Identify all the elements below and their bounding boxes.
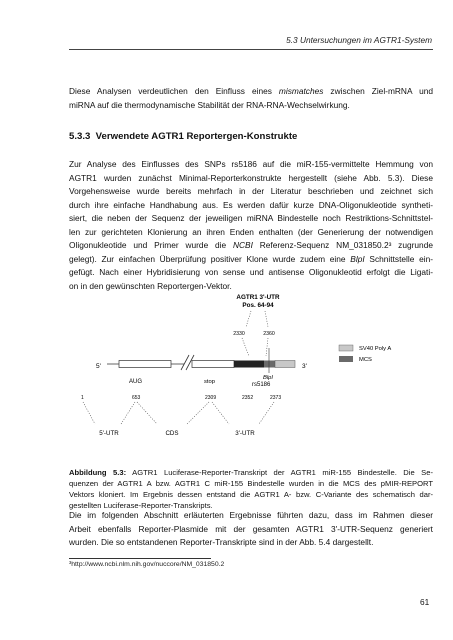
mcs-box	[264, 361, 275, 368]
region-bracket	[121, 402, 135, 424]
paragraph-methods-line: Vorgehensweise wurde bereits mehrfach in der Literatur beschrieben und zeichnet sich	[69, 186, 433, 197]
page-number: 61	[420, 597, 430, 607]
section-number: 5.3.3	[69, 131, 91, 142]
caption-line: gestellten Luciferase-Reporter-Transkripts.	[69, 500, 213, 510]
stop-label: stop	[204, 379, 215, 385]
sv40-polya-box	[275, 361, 295, 368]
paragraph-intro-line: miRNA auf die thermodynamische Stabilität der RNA-RNA-Wechselwirkung.	[69, 99, 350, 110]
region-3utr-label: 3'-UTR	[235, 430, 255, 437]
paragraph-results	[69, 509, 433, 550]
running-head: 5.3 Untersuchungen im AGTR1-System	[286, 35, 432, 45]
position-2330: 2330	[233, 331, 245, 337]
paragraph-methods-line: Zur Analyse des Einflusses des SNPs rs5186 auf die miR-155-vermittelte Hemmung von	[69, 159, 433, 169]
callout-line-right	[265, 311, 268, 327]
cds-box-left	[119, 361, 171, 368]
header-rule	[69, 49, 433, 50]
region-bracket	[83, 402, 95, 424]
utr-title-label: AGTR1 3'-UTR	[236, 294, 280, 301]
paragraph-methods-line: len zur gerichteten Klonierung an ihren Enden enthalten (der Generierung der notwendigen	[69, 226, 433, 237]
callout-line-2360	[266, 338, 268, 356]
section-title: Verwendete AGTR1 Reportergen-Konstrukte	[95, 131, 298, 142]
rs5186-label: rs5186	[252, 382, 271, 388]
position-2360: 2360	[263, 331, 275, 337]
position-2352: 2352	[242, 395, 254, 401]
reporter-transcript-figure	[69, 290, 433, 460]
legend-label-sv40: SV40 Poly A	[359, 346, 392, 352]
aug-label: AUG	[129, 379, 143, 385]
paragraph-methods-line: on in den gewünschten Reportergen-Vektor.	[69, 280, 232, 291]
paragraph-results-line: Arbeit ebenfalls Reporter-Plasmide mit der gesamten AGTR1 3'-UTR-Sequenz generiert	[69, 523, 433, 534]
position-653: 653	[132, 395, 141, 401]
position-1: 1	[81, 395, 84, 401]
three-prime-label: 3'	[302, 363, 307, 370]
paragraph-methods-line: durch ihre einfache Handhabung aus. Es werden dafür kurze DNA-Oligonukleotide syntheti-	[69, 199, 433, 210]
region-bracket	[259, 402, 274, 424]
paragraph-methods-line: siert, die neben der Sequenz der jeweiligen miRNA Bindestelle noch Restriktions-Schnittstel-	[69, 213, 433, 224]
position-2309: 2309	[205, 395, 217, 401]
utr-insert-box	[234, 361, 264, 368]
five-prime-label: 5'	[96, 363, 101, 370]
footnote-rule	[69, 558, 211, 559]
cds-box-right	[192, 361, 234, 368]
paragraph-methods-line: gelegt). Zur einfachen Überprüfung positiver Klone wurde zudem eine BlpI Schnittstelle ein-	[69, 253, 433, 264]
paragraph-methods-line: Oligonukleotide und Primer wurde die NCBI Referenz-Sequenz NM_031850.2³ zugrunde	[69, 240, 433, 251]
legend-label-mcs: MCS	[359, 357, 372, 363]
position-2373: 2373	[270, 395, 282, 401]
region-bracket	[187, 402, 209, 424]
paragraph-intro	[69, 85, 433, 112]
break-mark-1	[181, 355, 189, 370]
paragraph-methods-line: AGTR1 wurden zunächst Minimal-Reporterkonstrukte hergestellt (siehe Abb. 5.3). Diese	[69, 172, 433, 183]
paragraph-methods	[69, 158, 433, 293]
caption-line: Vektors kloniert. Im Ergebnis dessen entstand die AGTR1 A- bzw. C-Variante des schematisch dar-	[69, 489, 433, 499]
caption-label: Abbildung 5.3:	[69, 468, 127, 477]
region-bracket	[212, 402, 229, 424]
region-5utr-label: 5'-UTR	[99, 430, 119, 437]
callout-line-2330	[242, 338, 249, 356]
region-bracket	[137, 402, 157, 424]
legend-swatch-sv40	[339, 345, 353, 351]
footnote: ³http://www.ncbi.nlm.nih.gov/nuccore/NM_031850.2	[69, 561, 225, 568]
paragraph-intro-line: Diese Analysen verdeutlichen den Einfluss eines mismatches zwischen Ziel-mRNA und	[69, 86, 433, 96]
paragraph-results-line: Die im folgenden Abschnitt erläuterten Ergebnisse führten dazu, dass im Rahmen dieser	[69, 510, 433, 520]
caption-line	[69, 468, 433, 479]
caption-line: quenzen der AGTR1 A bzw. AGTR1 C miR-155 Bindestelle wurden in die MCS des pMIR-REPORT	[69, 478, 433, 488]
legend-swatch-mcs	[339, 356, 353, 362]
caption-text: AGTR1 Luciferase-Reporter-Transkript der AGTR1 miR-155 Bindestelle. Die Se-	[132, 468, 433, 477]
region-cds-label: CDS	[165, 430, 179, 437]
blpi-label: BlpI	[263, 375, 273, 381]
paragraph-results-line: wurden. Die so entstandenen Reporter-Transkripte sind in der Abb. 5.4 dargestellt.	[69, 537, 374, 548]
callout-line-left	[246, 311, 251, 327]
utr-position-label: Pos. 64-94	[242, 302, 274, 309]
section-heading	[69, 131, 297, 142]
figure-caption	[69, 468, 433, 512]
paragraph-methods-line: gefügt. Nach einer Hybridisierung von sense und antisense Oligonukleotid erfolgt die Ligati-	[69, 267, 433, 278]
